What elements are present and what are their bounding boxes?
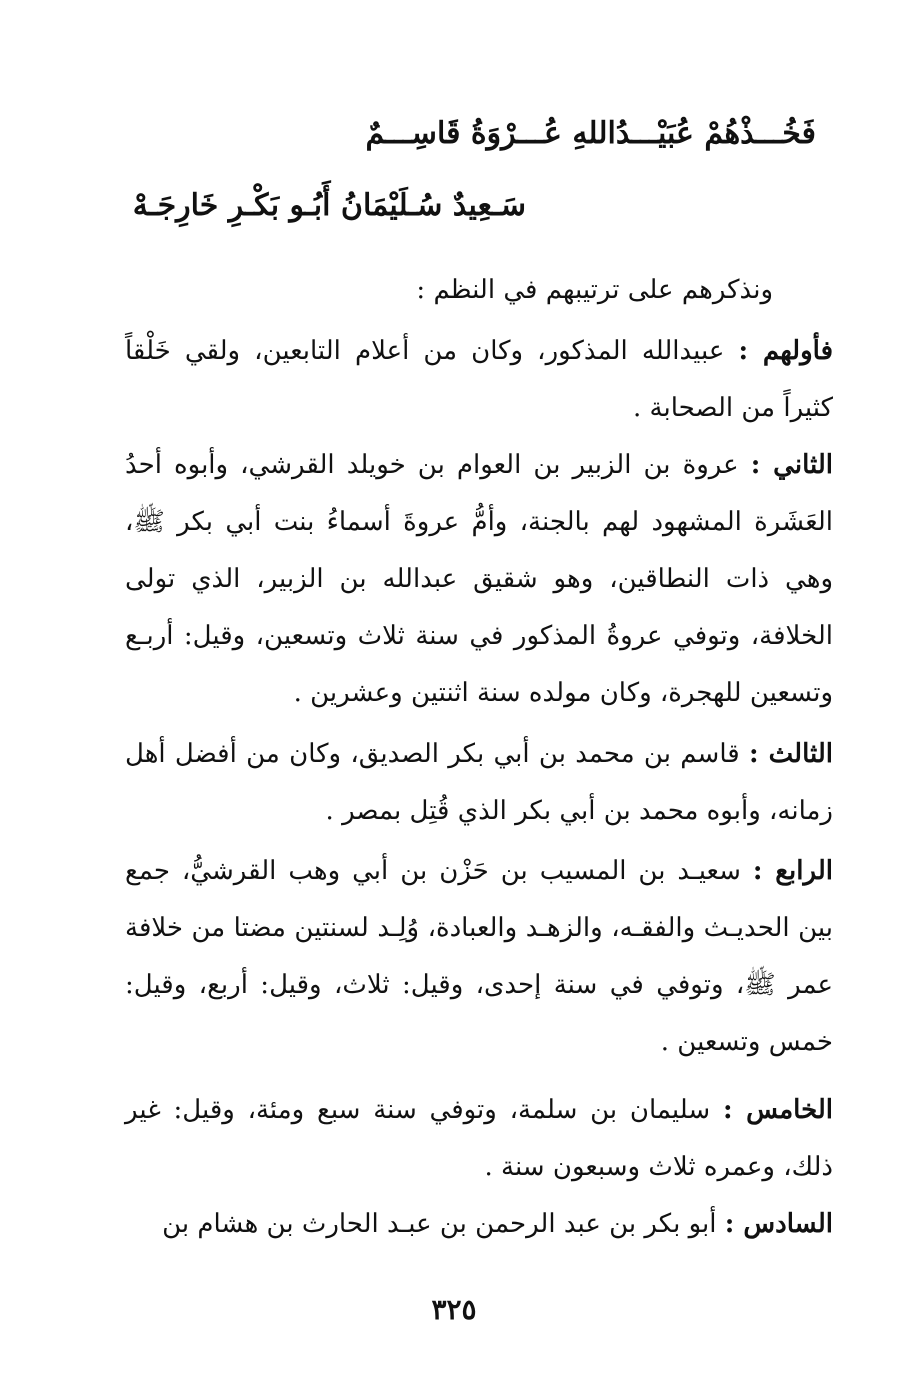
paragraph-first (125, 323, 833, 437)
paragraph-text: عروة بن الزبير بن العوام بن خويلد القرشي، وأبوه أحدُ العَشَرة المشهود لهم بالجنة، وأمُّ عروةَ أسماءُ بنت أبي بكر ﷺ، وهي ذات النطاقين، وهو شقيق عبدالله بن الزبير، الذي تولى الخلافة، وتوفي عروةُ المذكور في سنة ثلاث وتسعين، وقيل: أربـع وتسعين للهجرة، وكان مولده سنة اثنتين وعشرين . (125, 450, 833, 708)
paragraph-second (125, 437, 833, 722)
paragraph-lead: الثاني : (750, 450, 833, 480)
paragraph-text: أبو بكر بن عبد الرحمن بن عبـد الحارث بن هشام بن (162, 1209, 725, 1239)
poem-line-2: سَـعِيدٌ سُـلَيْمَانُ أَبُـو بَكْـرِ خَارِجَـهْ (132, 188, 526, 223)
paragraph-text: قاسم بن محمد بن أبي بكر الصديق، وكان من أفضل أهل زمانه، وأبوه محمد بن أبي بكر الذي قُتِل بمصر . (125, 739, 833, 826)
paragraph-sixth (125, 1196, 833, 1253)
paragraph-lead: فأولهم : (738, 336, 834, 366)
paragraph-text: سليمان بن سلمة، وتوفي سنة سبع ومئة، وقيل: غير ذلك، وعمره ثلاث وسبعون سنة . (125, 1095, 833, 1182)
paragraph-fourth (125, 843, 833, 1071)
paragraph-text: عبيدالله المذكور، وكان من أعلام التابعين، ولقي خَلْقاً كثيراً من الصحابة . (125, 336, 833, 423)
paragraph-lead: الرابع : (752, 856, 833, 886)
paragraph-lead: السادس : (724, 1209, 833, 1239)
paragraph-text: سعيـد بن المسيب بن حَزْن بن أبي وهب القرشيُّ، جمع بين الحديـث والفقـه، والزهـد والعبادة، وُلِـد لسنتين مضتا من خلافة عمر ﷺ، وتوفي في سنة إحدى، وقيل: ثلاث، وقيل: أربع، وقيل: خمس وتسعين . (125, 856, 833, 1057)
paragraph-fifth (125, 1082, 833, 1196)
paragraph-lead: الخامس : (722, 1095, 833, 1125)
page-number: ٣٢٥ (431, 1293, 477, 1326)
paragraph-third (125, 726, 833, 840)
intro-line: ونذكرهم على ترتيبهم في النظم : (416, 275, 773, 305)
poem-line-1: فَخُـــذْهُمْ عُبَيْـــدُاللهِ عُـــرْوَةُ قَاسِـــمٌ (365, 116, 816, 151)
paragraph-lead: الثالث : (748, 739, 834, 769)
